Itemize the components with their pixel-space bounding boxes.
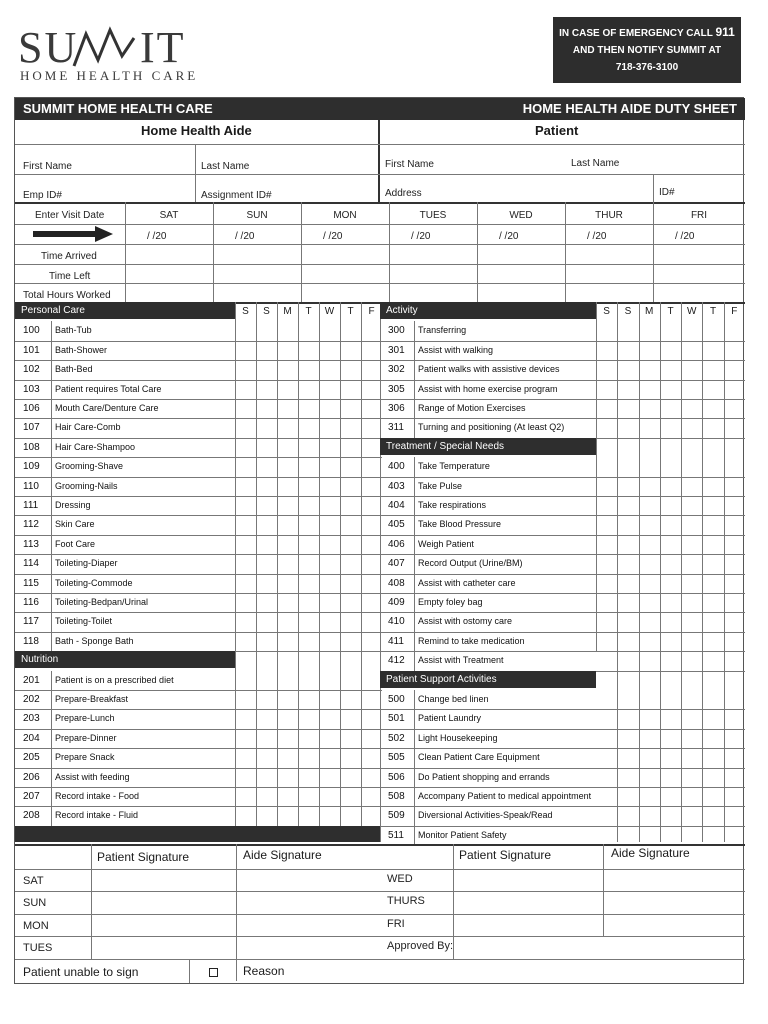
rule [414, 321, 415, 437]
task-description: Hair Care-Comb [55, 422, 121, 433]
visit-date-field[interactable]: / /20 [323, 231, 343, 242]
day-header-mon: MON [333, 210, 357, 221]
logo-brand-visual: SU [18, 23, 79, 72]
task-code: 208 [23, 810, 40, 822]
day-header-fri: FRI [690, 210, 708, 221]
rule [724, 302, 725, 842]
task-description: Remind to take medication [418, 635, 525, 646]
task-code: 400 [388, 461, 405, 473]
signature-day-fri: FRI [387, 917, 405, 930]
task-code: 103 [23, 383, 40, 395]
rule [380, 341, 745, 342]
patient-section-title: Patient [535, 123, 579, 138]
rule [340, 302, 341, 842]
task-code: 111 [23, 500, 39, 511]
task-code: 403 [388, 480, 405, 492]
task-code: 207 [23, 791, 40, 802]
rule [681, 302, 682, 842]
rule [380, 729, 745, 730]
rule [380, 574, 745, 575]
rule [51, 321, 52, 651]
rule [15, 869, 380, 870]
left-day-letter: T [347, 306, 354, 317]
rule [15, 438, 382, 439]
right-day-letter: F [731, 306, 738, 317]
patient-unable-to-sign-label: Patient unable to sign [23, 964, 139, 979]
task-code: 114 [23, 558, 39, 570]
task-code: 505 [388, 752, 405, 764]
rule [617, 302, 618, 842]
task-code: 204 [23, 732, 40, 744]
rule [380, 612, 745, 613]
rule [380, 826, 745, 827]
task-description: Turning and positioning (At least Q2) [418, 422, 565, 433]
rule [15, 914, 380, 915]
task-description: Weigh Patient [418, 538, 474, 549]
task-description: Assist with walking [418, 344, 494, 355]
task-description: Bath-Tub [55, 325, 92, 336]
task-description: Skin Care [55, 519, 95, 530]
rule [195, 144, 196, 202]
task-code: 113 [23, 538, 39, 550]
aide-section-title: Home Health Aide [141, 123, 252, 138]
task-code: 501 [388, 713, 405, 725]
rule [380, 869, 745, 870]
rule [15, 457, 382, 458]
task-code: 410 [388, 616, 405, 628]
signature-day-mon: MON [23, 919, 49, 932]
task-description: Mouth Care/Denture Care [55, 403, 159, 413]
rule [389, 202, 390, 302]
task-code: 305 [388, 383, 405, 395]
visit-date-field[interactable]: / /20 [147, 231, 167, 242]
emergency-line2: AND THEN NOTIFY SUMMIT AT [572, 45, 722, 56]
rule [15, 806, 382, 807]
rule [15, 612, 382, 613]
task-code: 408 [388, 577, 405, 589]
id-divider [378, 120, 380, 202]
task-description: Assist with ostomy care [418, 616, 513, 627]
approved-by-label: Approved By: [387, 940, 454, 953]
rule [414, 690, 415, 845]
rule [189, 959, 190, 983]
task-description: Patient Laundry [418, 713, 482, 724]
nutrition-section-header: Nutrition [15, 651, 235, 668]
rule [15, 341, 382, 342]
rule [15, 283, 745, 284]
logo-tagline: HOME HEALTH CARE [20, 68, 199, 83]
signature-day-sat: SAT [23, 874, 44, 887]
patient-last-name-field[interactable]: Last Name [571, 158, 620, 169]
task-code: 100 [23, 325, 40, 337]
rule [15, 174, 745, 175]
day-header-thur: THUR [595, 210, 623, 221]
task-description: Toileting-Commode [55, 577, 133, 588]
aide-last-name-field[interactable]: Last Name [201, 161, 250, 172]
task-description: Dressing [55, 500, 91, 510]
task-description: Diversional Activities-Speak/Read [418, 810, 553, 821]
task-description: Toileting-Toilet [55, 616, 113, 627]
duty-sheet [14, 97, 744, 984]
task-code: 300 [388, 325, 405, 337]
task-description: Clean Patient Care Equipment [418, 752, 540, 763]
task-description: Light Housekeeping [418, 732, 498, 743]
emergency-line1: IN CASE OF EMERGENCY CALL 911 [559, 25, 735, 39]
rule [15, 690, 382, 691]
task-description: Assist with catheter care [418, 577, 516, 588]
task-description: Patient is on a prescribed diet [55, 674, 174, 685]
reason-label: Reason [243, 963, 285, 978]
task-code: 205 [23, 752, 40, 764]
task-description: Grooming-Nails [55, 480, 118, 491]
rule [15, 729, 382, 730]
task-description: Prepare-Lunch [55, 713, 115, 724]
task-code: 115 [23, 577, 39, 589]
aide-signature-header-right: Aide Signature [611, 845, 690, 860]
task-description: Assist with feeding [55, 771, 130, 782]
sheet-title: HOME HEALTH AIDE DUTY SHEET [522, 101, 737, 116]
day-header-tues: TUES [419, 210, 447, 221]
rule [15, 787, 382, 788]
right-day-letter: T [667, 306, 674, 317]
left-day-letter: M [283, 306, 292, 317]
signature-day-sun: SUN [23, 897, 47, 910]
task-description: Patient requires Total Care [55, 383, 162, 394]
task-code: 407 [388, 558, 405, 570]
aide-signature-header-left: Aide Signature [243, 847, 322, 862]
day-header-wed: WED [509, 210, 533, 221]
right-day-letter: S [603, 306, 610, 317]
rule [277, 302, 278, 842]
total-hours-label: Total Hours Worked [23, 290, 111, 301]
task-code: 509 [388, 810, 405, 822]
task-description: Transferring [418, 325, 467, 336]
task-code: 506 [388, 771, 405, 783]
unable-to-sign-checkbox[interactable] [209, 968, 218, 977]
task-description: Hair Care-Shampoo [55, 441, 136, 452]
task-description: Patient walks with assistive devices [418, 364, 560, 375]
rule [51, 671, 52, 826]
task-code: 117 [23, 616, 39, 628]
rule [256, 302, 257, 842]
rule [653, 202, 654, 302]
rule [15, 574, 382, 575]
task-description: Accompany Patient to medical appointment [418, 791, 592, 801]
rule [15, 936, 380, 937]
left-day-letter: T [305, 306, 312, 317]
rule [15, 264, 745, 265]
rule [15, 380, 382, 381]
task-description: Change bed linen [418, 694, 489, 704]
rule [660, 302, 661, 842]
right-day-letter: T [710, 306, 717, 317]
rule [380, 593, 745, 594]
assignment-id-field[interactable]: Assignment ID# [201, 190, 272, 201]
logo-brand-end: IT [140, 23, 186, 72]
signature-day-thurs: THURS [387, 895, 425, 908]
task-code: 118 [23, 635, 39, 647]
left-day-letter: W [324, 306, 335, 317]
task-code: 404 [388, 500, 405, 511]
task-description: Toileting-Diaper [55, 558, 118, 569]
rule [236, 844, 237, 982]
rule [15, 496, 382, 497]
task-code: 301 [388, 344, 405, 356]
right-day-letter: S [624, 306, 632, 317]
day-header-sun: SUN [246, 210, 268, 221]
rule [15, 399, 382, 400]
day-header-sat: SAT [159, 210, 179, 221]
rule [301, 202, 302, 302]
rule [380, 496, 745, 497]
task-description: Bath - Sponge Bath [55, 635, 134, 646]
task-description: Assist with Treatment [418, 655, 504, 666]
task-description: Prepare-Breakfast [55, 694, 129, 704]
rule [639, 302, 640, 842]
task-description: Assist with home exercise program [418, 383, 558, 394]
visit-date-field[interactable]: / /20 [499, 231, 519, 242]
task-code: 311 [388, 422, 404, 434]
task-description: Take Blood Pressure [418, 519, 502, 530]
task-code: 500 [388, 694, 405, 705]
rule [380, 302, 381, 842]
task-code: 106 [23, 403, 40, 414]
summit-logo [14, 20, 214, 86]
task-code: 411 [388, 635, 404, 647]
task-code: 201 [23, 674, 40, 686]
rule [453, 844, 454, 959]
rule [380, 380, 745, 381]
patient-first-name-field[interactable]: First Name [385, 159, 434, 170]
sheet-header-bar [15, 98, 745, 120]
signature-divider-bar [15, 826, 380, 842]
rule [361, 302, 362, 842]
task-code: 102 [23, 364, 40, 376]
task-code: 108 [23, 441, 40, 453]
rule [15, 632, 382, 633]
time-arrived-label: Time Arrived [41, 251, 97, 262]
activity-section-header: Activity [380, 302, 596, 319]
rule [15, 360, 382, 361]
left-day-letter: S [263, 306, 270, 317]
signature-day-wed: WED [387, 872, 413, 885]
arrow-right-icon [33, 226, 113, 242]
personal_care-section-header: Personal Care [15, 302, 235, 319]
rule [380, 477, 745, 478]
task-description: Prepare Snack [55, 752, 115, 763]
task-code: 206 [23, 771, 40, 783]
rule [15, 535, 382, 536]
rule [319, 302, 320, 842]
time-left-label: Time Left [49, 271, 91, 282]
task-code: 110 [23, 480, 39, 492]
visit-date-field[interactable]: / /20 [587, 231, 607, 242]
rule [125, 202, 126, 302]
rule [380, 651, 745, 652]
task-description: Do Patient shopping and errands [418, 771, 550, 782]
rule [235, 302, 236, 842]
task-description: Toileting-Bedpan/Urinal [55, 597, 149, 607]
task-code: 409 [388, 597, 405, 608]
task-description: Grooming-Shave [55, 461, 124, 472]
rule [15, 144, 745, 145]
right-day-letter: M [645, 306, 654, 317]
rule [380, 554, 745, 555]
task-description: Range of Motion Exercises [418, 403, 526, 413]
task-code: 511 [388, 829, 404, 841]
task-code: 306 [388, 403, 405, 414]
task-code: 502 [388, 732, 405, 744]
task-description: Empty foley bag [418, 597, 483, 607]
task-description: Record intake - Fluid [55, 810, 139, 821]
left-day-letter: S [242, 306, 249, 317]
left-day-letter: F [368, 306, 375, 317]
rule [702, 302, 703, 842]
visit-date-field[interactable]: / /20 [675, 231, 695, 242]
rule [380, 891, 745, 892]
rule [298, 302, 299, 842]
rule [565, 202, 566, 302]
rule [213, 202, 214, 302]
rule [15, 768, 382, 769]
task-description: Record Output (Urine/BM) [418, 558, 523, 569]
signature-day-tues: TUES [23, 942, 53, 955]
rule [91, 844, 92, 959]
task-code: 412 [388, 655, 405, 667]
rule [477, 202, 478, 302]
task-code: 203 [23, 713, 40, 725]
task-description: Take Temperature [418, 461, 490, 472]
rule [15, 748, 382, 749]
rule [653, 174, 654, 202]
task-code: 101 [23, 344, 40, 356]
task-code: 302 [388, 364, 405, 376]
rule [380, 360, 745, 361]
task-description: Take Pulse [418, 480, 463, 491]
task-description: Bath-Bed [55, 364, 93, 375]
task-code: 406 [388, 538, 405, 550]
task-description: Prepare-Dinner [55, 732, 117, 743]
task-code: 107 [23, 422, 40, 434]
task-code: 109 [23, 461, 40, 473]
task-code: 116 [23, 597, 39, 608]
rule [380, 768, 745, 769]
rule [15, 224, 745, 225]
rule [15, 959, 745, 960]
visit-date-field[interactable]: / /20 [235, 231, 255, 242]
rule [380, 399, 745, 400]
patient-id-field[interactable]: ID# [659, 187, 675, 198]
support-section-header: Patient Support Activities [380, 671, 596, 688]
task-code: 405 [388, 519, 405, 531]
rule [414, 457, 415, 670]
emp-id-field[interactable]: Emp ID# [23, 190, 62, 201]
patient-signature-header-left: Patient Signature [97, 849, 190, 864]
emergency-phone: 718-376-3100 [615, 62, 679, 73]
rule [15, 515, 382, 516]
rule [380, 418, 745, 419]
rule [380, 914, 745, 915]
right-day-letter: W [687, 306, 697, 317]
treatment-section-header: Treatment / Special Needs [380, 438, 596, 455]
rule [380, 806, 745, 807]
task-code: 508 [388, 791, 405, 802]
rule [380, 936, 745, 937]
aide-first-name-field[interactable]: First Name [23, 161, 72, 172]
address-field[interactable]: Address [385, 188, 422, 199]
task-description: Take respirations [418, 500, 487, 510]
task-code: 202 [23, 694, 40, 705]
visit-date-field[interactable]: / /20 [411, 231, 431, 242]
task-description: Foot Care [55, 538, 96, 549]
rule [380, 632, 745, 633]
task-description: Monitor Patient Safety [418, 829, 507, 840]
rule [603, 844, 604, 937]
rule [15, 593, 382, 594]
rule [380, 709, 745, 710]
rule [15, 244, 745, 245]
rule [380, 748, 745, 749]
emergency-box [553, 17, 741, 83]
company-name: SUMMIT HOME HEALTH CARE [23, 101, 213, 116]
rule [15, 554, 382, 555]
enter-visit-date-label: Enter Visit Date [35, 210, 105, 221]
task-code: 112 [23, 519, 39, 531]
patient-signature-header-right: Patient Signature [459, 847, 552, 862]
rule [380, 535, 745, 536]
rule [15, 709, 382, 710]
rule [15, 891, 380, 892]
rule [15, 477, 382, 478]
task-description: Record intake - Food [55, 791, 140, 801]
task-description: Bath-Shower [55, 344, 108, 355]
rule [15, 418, 382, 419]
rule [380, 515, 745, 516]
rule [380, 787, 745, 788]
